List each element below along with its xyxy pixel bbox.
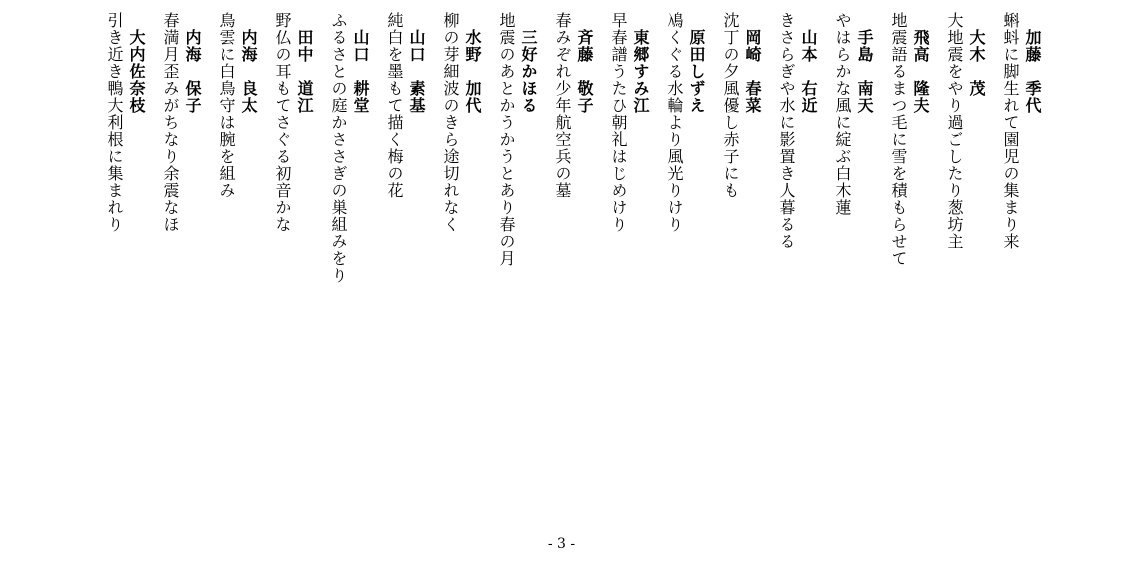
haiku-entry	[495, 12, 539, 267]
author-name: 大内佐奈枝	[127, 29, 146, 114]
haiku-text: 鳰くぐる水輪より風光りけり	[665, 12, 684, 233]
haiku-text: 引き近き鴨大利根に集まれり	[105, 12, 124, 233]
haiku-entry	[103, 12, 147, 233]
haiku-entry	[719, 12, 763, 199]
author-name: 内海 保子	[183, 29, 202, 114]
author-name: 内海 良太	[239, 29, 258, 114]
haiku-text: 早春譜うたひ朝礼はじめけり	[609, 12, 628, 233]
haiku-entry	[943, 12, 987, 250]
haiku-entry	[999, 12, 1043, 250]
haiku-list	[91, 12, 1043, 512]
author-name: 斉藤 敬子	[575, 29, 594, 114]
author-name: 水野 加代	[463, 29, 482, 114]
haiku-entry	[887, 12, 931, 267]
haiku-text: 地震語るまつ毛に雪を積もらせて	[889, 12, 908, 267]
author-name: 原田しずえ	[687, 29, 706, 114]
author-name: 大木 茂	[967, 29, 986, 97]
haiku-entry	[383, 12, 427, 199]
haiku-text: 蝌蚪に脚生れて園児の集まり来	[1001, 12, 1020, 250]
haiku-text: 純白を墨もて描く梅の花	[385, 12, 404, 199]
author-name: 山口 耕堂	[351, 29, 370, 114]
haiku-text: 地震のあとかうかうとあり春の月	[497, 12, 516, 267]
author-name: 山本 右近	[799, 29, 818, 114]
haiku-text: 沈丁の夕風優し赤子にも	[721, 12, 740, 199]
haiku-text: ふるさとの庭かささぎの巣組みをり	[329, 12, 348, 284]
author-name: 手島 南天	[855, 29, 874, 114]
author-name: 田中 道江	[295, 29, 314, 114]
haiku-entry	[775, 12, 819, 250]
haiku-text: 野仏の耳もてさぐる初音かな	[273, 12, 292, 233]
haiku-text: 柳の芽細波のきら途切れなく	[441, 12, 460, 233]
haiku-entry	[439, 12, 483, 233]
author-name: 岡崎 春菜	[743, 29, 762, 114]
haiku-entry	[215, 12, 259, 199]
haiku-entry	[327, 12, 371, 284]
page-number: - 3 -	[547, 536, 576, 552]
haiku-entry	[159, 12, 203, 233]
haiku-entry	[271, 12, 315, 233]
haiku-text: やはらかな風に綻ぶ白木蓮	[833, 12, 852, 216]
author-name: 三好かほる	[519, 29, 538, 114]
author-name: 加藤 季代	[1023, 29, 1042, 114]
haiku-text: 春満月歪みがちなり余震なほ	[161, 12, 180, 233]
haiku-text: 春みぞれ少年航空兵の墓	[553, 12, 572, 199]
haiku-text: 鳥雲に白鳥守は腕を組み	[217, 12, 236, 199]
author-name: 山口 素基	[407, 29, 426, 114]
haiku-text: きさらぎや水に影置き人暮るる	[777, 12, 796, 250]
haiku-entry	[607, 12, 651, 233]
haiku-entry	[663, 12, 707, 233]
haiku-entry	[551, 12, 595, 199]
author-name: 飛高 隆夫	[911, 29, 930, 114]
haiku-text: 大地震をやり過ごしたり葱坊主	[945, 12, 964, 250]
author-name: 東郷すみ江	[631, 29, 650, 114]
haiku-entry	[831, 12, 875, 216]
